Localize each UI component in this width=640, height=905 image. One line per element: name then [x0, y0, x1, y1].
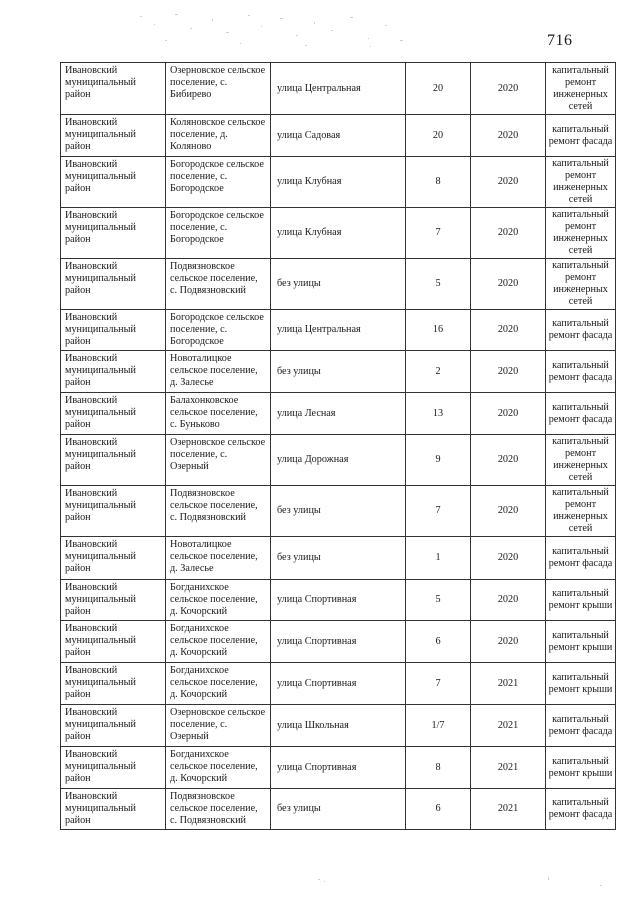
year-cell: 2020	[471, 621, 546, 663]
street-cell: улица Спортивная	[271, 621, 406, 663]
table-row	[61, 115, 616, 157]
year-cell: 2021	[471, 705, 546, 747]
settlement-cell: Богородское сельское поселение, с. Богородское	[166, 157, 271, 208]
street-cell: улица Спортивная	[271, 663, 406, 705]
settlement-cell: Подвязновское сельское поселение, с. Подвязновский	[166, 789, 271, 830]
year-cell: 2020	[471, 63, 546, 115]
settlement-cell: Новоталицкое сельское поселение, д. Залесье	[166, 351, 271, 393]
district-cell: Ивановский муниципальный район	[61, 537, 166, 580]
settlement-cell: Подвязновское сельское поселение, с. Подвязновский	[166, 486, 271, 537]
work-type-cell: капитальный ремонт фасада	[546, 393, 616, 435]
scan-noise-footer	[300, 875, 620, 895]
district-cell: Ивановский муниципальный район	[61, 663, 166, 705]
table-row	[61, 621, 616, 663]
district-cell: Ивановский муниципальный район	[61, 259, 166, 310]
settlement-cell: Озерновское сельское поселение, с. Озерный	[166, 435, 271, 486]
street-cell: улица Центральная	[271, 63, 406, 115]
district-cell: Ивановский муниципальный район	[61, 580, 166, 621]
district-cell: Ивановский муниципальный район	[61, 208, 166, 259]
street-cell: без улицы	[271, 537, 406, 580]
table-row	[61, 351, 616, 393]
district-cell: Ивановский муниципальный район	[61, 351, 166, 393]
table-row	[61, 580, 616, 621]
settlement-cell: Новоталицкое сельское поселение, д. Залесье	[166, 537, 271, 580]
work-type-cell: капитальный ремонт инженерных сетей	[546, 63, 616, 115]
work-type-cell: капитальный ремонт фасада	[546, 789, 616, 830]
year-cell: 2020	[471, 580, 546, 621]
district-cell: Ивановский муниципальный район	[61, 157, 166, 208]
street-cell: улица Дорожная	[271, 435, 406, 486]
house-number-cell: 7	[406, 663, 471, 705]
house-number-cell: 7	[406, 208, 471, 259]
district-cell: Ивановский муниципальный район	[61, 435, 166, 486]
street-cell: улица Школьная	[271, 705, 406, 747]
district-cell: Ивановский муниципальный район	[61, 789, 166, 830]
year-cell: 2020	[471, 351, 546, 393]
street-cell: без улицы	[271, 486, 406, 537]
work-type-cell: капитальный ремонт фасада	[546, 310, 616, 351]
street-cell: улица Клубная	[271, 208, 406, 259]
table-row	[61, 435, 616, 486]
year-cell: 2021	[471, 789, 546, 830]
year-cell: 2020	[471, 393, 546, 435]
district-cell: Ивановский муниципальный район	[61, 63, 166, 115]
work-type-cell: капитальный ремонт фасада	[546, 705, 616, 747]
street-cell: без улицы	[271, 351, 406, 393]
street-cell: без улицы	[271, 259, 406, 310]
table-row	[61, 537, 616, 580]
street-cell: улица Спортивная	[271, 580, 406, 621]
settlement-cell: Богданихское сельское поселение, д. Кочорский	[166, 663, 271, 705]
district-cell: Ивановский муниципальный район	[61, 747, 166, 789]
year-cell: 2021	[471, 663, 546, 705]
year-cell: 2020	[471, 537, 546, 580]
settlement-cell: Балахонковское сельское поселение, с. Буньково	[166, 393, 271, 435]
district-cell: Ивановский муниципальный район	[61, 310, 166, 351]
house-number-cell: 9	[406, 435, 471, 486]
work-type-cell: капитальный ремонт крыши	[546, 663, 616, 705]
work-type-cell: капитальный ремонт фасада	[546, 537, 616, 580]
scan-noise-header	[130, 10, 430, 50]
settlement-cell: Богородское сельское поселение, с. Богородское	[166, 310, 271, 351]
house-number-cell: 20	[406, 63, 471, 115]
district-cell: Ивановский муниципальный район	[61, 115, 166, 157]
table-row	[61, 789, 616, 830]
work-type-cell: капитальный ремонт инженерных сетей	[546, 259, 616, 310]
table-row	[61, 705, 616, 747]
settlement-cell: Озерновское сельское поселение, с. Озерный	[166, 705, 271, 747]
house-number-cell: 8	[406, 157, 471, 208]
street-cell: улица Лесная	[271, 393, 406, 435]
house-number-cell: 6	[406, 789, 471, 830]
settlement-cell: Коляновское сельское поселение, д. Коляново	[166, 115, 271, 157]
table-row	[61, 486, 616, 537]
work-type-cell: капитальный ремонт фасада	[546, 115, 616, 157]
settlement-cell: Богданихское сельское поселение, д. Кочорский	[166, 621, 271, 663]
year-cell: 2020	[471, 115, 546, 157]
table-row	[61, 393, 616, 435]
work-type-cell: капитальный ремонт инженерных сетей	[546, 486, 616, 537]
year-cell: 2021	[471, 747, 546, 789]
district-cell: Ивановский муниципальный район	[61, 705, 166, 747]
settlement-cell: Подвязновское сельское поселение, с. Подвязновский	[166, 259, 271, 310]
table-body	[61, 63, 616, 830]
work-type-cell: капитальный ремонт инженерных сетей	[546, 208, 616, 259]
work-type-cell: капитальный ремонт фасада	[546, 351, 616, 393]
house-number-cell: 13	[406, 393, 471, 435]
house-number-cell: 8	[406, 747, 471, 789]
work-type-cell: капитальный ремонт крыши	[546, 747, 616, 789]
page-number: 716	[547, 32, 573, 49]
district-cell: Ивановский муниципальный район	[61, 393, 166, 435]
table-row	[61, 208, 616, 259]
year-cell: 2020	[471, 435, 546, 486]
work-schedule-table	[60, 62, 616, 830]
street-cell: без улицы	[271, 789, 406, 830]
street-cell: улица Спортивная	[271, 747, 406, 789]
house-number-cell: 7	[406, 486, 471, 537]
street-cell: улица Клубная	[271, 157, 406, 208]
house-number-cell: 1/7	[406, 705, 471, 747]
house-number-cell: 2	[406, 351, 471, 393]
house-number-cell: 20	[406, 115, 471, 157]
settlement-cell: Богданихское сельское поселение, д. Кочорский	[166, 747, 271, 789]
year-cell: 2020	[471, 259, 546, 310]
settlement-cell: Озерновское сельское поселение, с. Бибирево	[166, 63, 271, 115]
work-type-cell: капитальный ремонт крыши	[546, 621, 616, 663]
house-number-cell: 16	[406, 310, 471, 351]
year-cell: 2020	[471, 486, 546, 537]
work-type-cell: капитальный ремонт инженерных сетей	[546, 157, 616, 208]
table-row	[61, 747, 616, 789]
house-number-cell: 5	[406, 580, 471, 621]
table-row	[61, 157, 616, 208]
house-number-cell: 5	[406, 259, 471, 310]
table-row	[61, 259, 616, 310]
house-number-cell: 1	[406, 537, 471, 580]
settlement-cell: Богданихское сельское поселение, д. Кочорский	[166, 580, 271, 621]
street-cell: улица Садовая	[271, 115, 406, 157]
table-row	[61, 310, 616, 351]
work-type-cell: капитальный ремонт инженерных сетей	[546, 435, 616, 486]
district-cell: Ивановский муниципальный район	[61, 486, 166, 537]
work-type-cell: капитальный ремонт крыши	[546, 580, 616, 621]
settlement-cell: Богородское сельское поселение, с. Богородское	[166, 208, 271, 259]
year-cell: 2020	[471, 310, 546, 351]
table-row	[61, 663, 616, 705]
street-cell: улица Центральная	[271, 310, 406, 351]
year-cell: 2020	[471, 208, 546, 259]
year-cell: 2020	[471, 157, 546, 208]
house-number-cell: 6	[406, 621, 471, 663]
table-row	[61, 63, 616, 115]
district-cell: Ивановский муниципальный район	[61, 621, 166, 663]
